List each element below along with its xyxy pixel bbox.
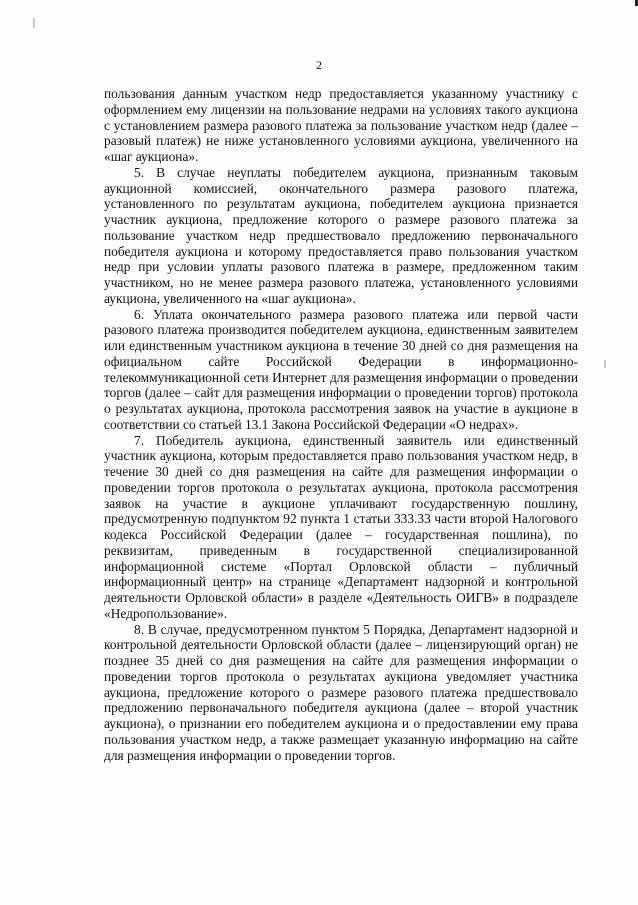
paragraph-6: 6. Уплата окончательного размера разового платежа или первой части разового платежа производится победителем аукциона, единственным заявителем или единственным участником аукциона в течение 30 дней со дня размещения на официальном сайте Российской Федерации в информационно-телекоммуникационной сети Интернет для размещения информации о проведении торгов (далее – сайт для размещения информации о проведении торгов) протокола о результатах аукциона, протокола рассмотрения заявок на участие в аукционе в соответствии со статьей 13.1 Закона Российской Федерации «О недрах». xyxy=(104,306,578,432)
paragraph-8: 8. В случае, предусмотренном пунктом 5 Порядка, Департамент надзорной и контрольной деятельности Орловской области (далее – лицензирующий орган) не позднее 35 дней со дня размещения на сайте для размещения информации о проведении торгов протокола о результатах аукциона уведомляет участника аукциона, предложение которого о размере разового платежа предшествовало предложению первоначального победителя аукциона (далее – второй участник аукциона), о признании его победителем аукциона и о предоставлении ему права пользования участком недр, а также размещает указанную информацию на сайте для размещения информации о проведении торгов. xyxy=(104,621,578,763)
paragraph-7: 7. Победитель аукциона, единственный заявитель или единственный участник аукциона, которым предоставляется право пользования участком недр, в течение 30 дней со дня размещения на сайте для размещения информации о проведении торгов протокола о результатах аукциона, протокола рассмотрения заявок на участие в аукционе уплачивают государственную пошлину, предусмотренную подпунктом 92 пункта 1 статьи 333.33 части второй Налогового кодекса Российской Федерации (далее – государственная пошлина), по реквизитам, приведенным в государственной специализированной информационной системе «Портал Орловской области – публичный информационный центр» на странице «Департамент надзорной и контрольной деятельности Орловской области» в разделе «Деятельность ОИГВ» в подразделе «Недропользование». xyxy=(104,432,578,621)
paragraph-5: 5. В случае неуплаты победителем аукциона, признанным таковым аукционной комиссией, окончательного размера разового платежа, установленного по результатам аукциона, победителем аукциона признается участник аукциона, предложение которого о размере разового платежа за пользование участком недр предшествовало предложению первоначального победителя аукциона и которому предоставляется право пользования участком недр при условии уплаты разового платежа в размере, предложенном таким участником, но не менее размера разового платежа, установленного условиями аукциона, увеличенного на «шаг аукциона». xyxy=(104,164,578,306)
page-number: 2 xyxy=(316,58,322,72)
scan-artifact xyxy=(33,18,35,28)
paragraph-continuation: пользования данным участком недр предоставляется указанному участнику с оформлением ему лицензии на пользование недрами на условиях такого аукциона с установлением размера разового платежа за пользование участком недр (далее – разовый платеж) не ниже установленного условиями аукциона, увеличенного на «шаг аукциона». xyxy=(104,86,578,164)
scan-artifact xyxy=(604,360,606,368)
document-body xyxy=(104,86,578,763)
